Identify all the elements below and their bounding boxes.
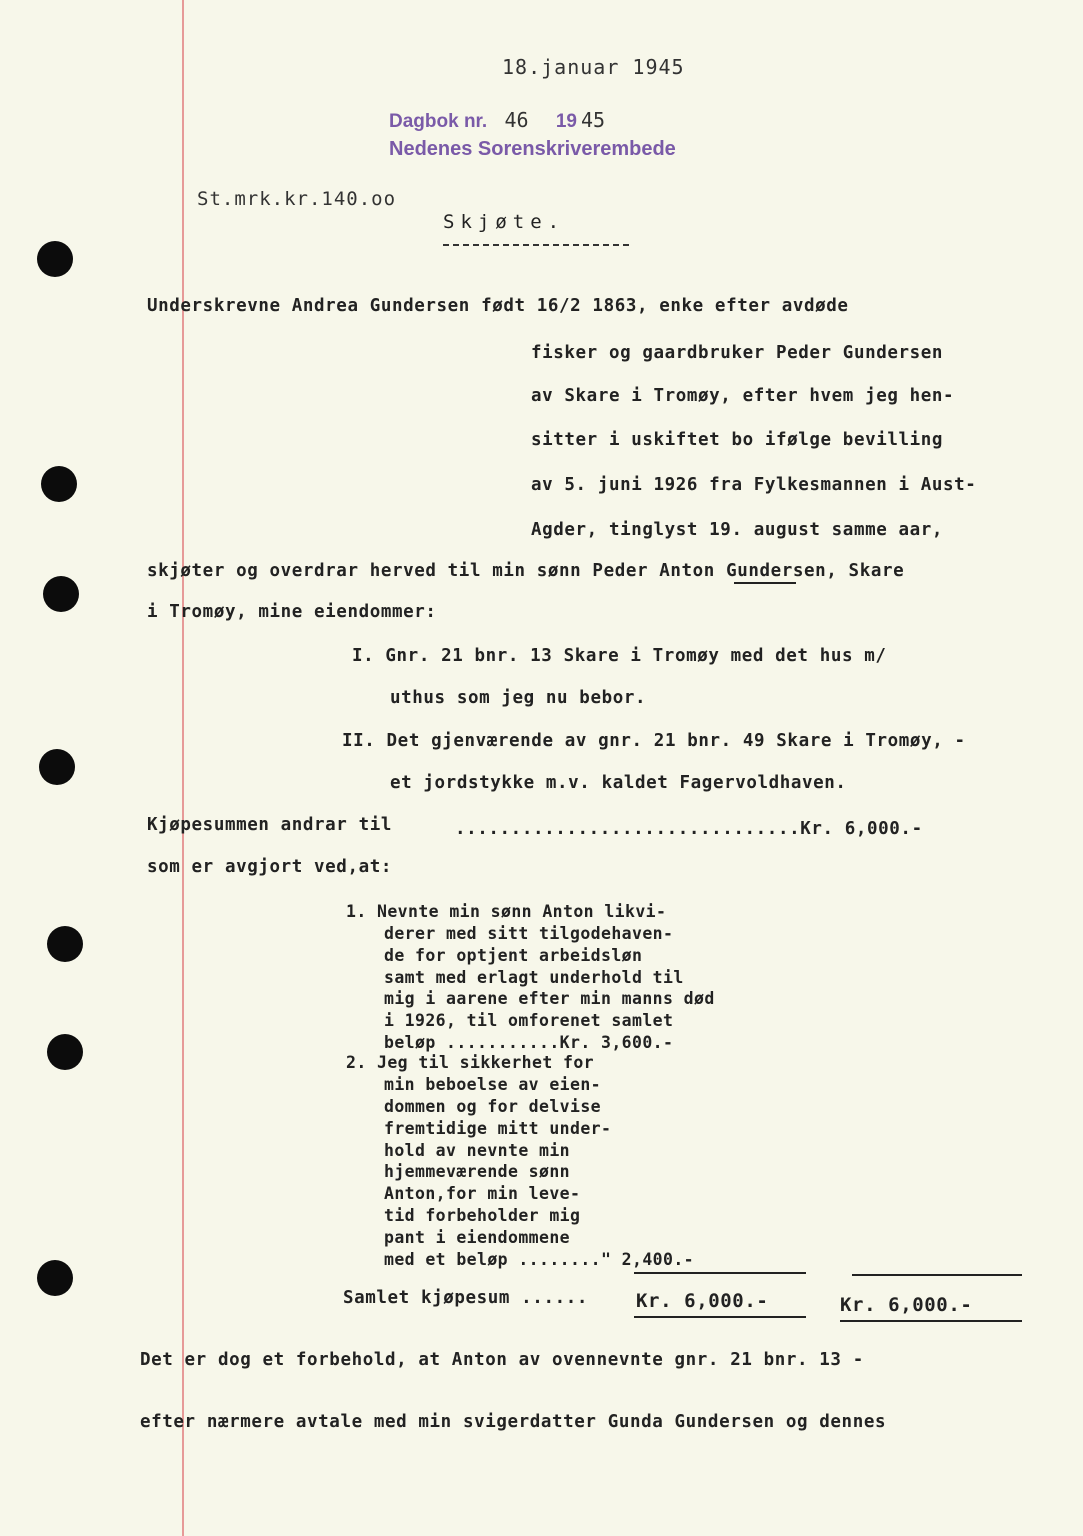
payment-item-line: i 1926, til omforenet samlet	[384, 1011, 674, 1030]
payment-item-line: min beboelse av eien-	[384, 1075, 602, 1094]
punch-hole	[47, 926, 83, 962]
payment-item-line: tid forbeholder mig	[384, 1206, 581, 1225]
subtotal-rule	[852, 1274, 1022, 1276]
property-item: II. Det gjenværende av gnr. 21 bnr. 49 Skare i Tromøy, -	[342, 731, 966, 751]
punch-hole	[41, 466, 77, 502]
payment-item-line: dommen og for delvise	[384, 1097, 602, 1116]
payment-item-line: pant i eiendommene	[384, 1228, 571, 1247]
payment-item-line: de for optjent arbeidsløn	[384, 946, 643, 965]
stamp-year-suffix: 45	[580, 108, 606, 132]
payment-item-line: fremtidige mitt under-	[384, 1119, 612, 1138]
stamp-duty: St.mrk.kr.140.oo	[197, 188, 397, 210]
punch-hole	[43, 576, 79, 612]
payment-item-line: samt med erlagt underhold til	[384, 968, 684, 987]
body-line: av Skare i Tromøy, efter hvem jeg hen-	[531, 386, 955, 406]
journal-stamp	[389, 108, 605, 133]
property-item: et jordstykke m.v. kaldet Fagervoldhaven.	[390, 773, 847, 793]
body-line: som er avgjort ved,at:	[147, 857, 392, 877]
margin-rule	[182, 0, 184, 1536]
payment-item-line: 2. Jeg til sikkerhet for	[346, 1053, 595, 1072]
punch-hole	[39, 749, 75, 785]
body-line: Agder, tinglyst 19. august samme aar,	[531, 520, 944, 540]
payment-item-line: 1. Nevnte min sønn Anton likvi-	[346, 902, 667, 921]
title-underline	[443, 244, 629, 246]
stamp-number: 46	[504, 108, 529, 132]
property-item: uthus som jeg nu bebor.	[390, 688, 647, 708]
body-line: sitter i uskiftet bo ifølge bevilling	[531, 430, 944, 450]
payment-item-line: mig i aarene efter min manns død	[384, 989, 715, 1008]
total-label: Samlet kjøpesum ......	[343, 1288, 588, 1308]
total-rule	[634, 1316, 806, 1318]
document-title: Skjøte.	[443, 211, 566, 233]
punch-hole	[47, 1034, 83, 1070]
closing-line: Det er dog et forbehold, at Anton av ovennevnte gnr. 21 bnr. 13 -	[140, 1350, 864, 1370]
subtotal-rule	[634, 1272, 806, 1274]
total-value: Kr. 6,000.-	[840, 1294, 973, 1316]
body-line: Underskrevne Andrea Gundersen født 16/2 1863, enke efter avdøde	[147, 296, 849, 316]
payment-item-line: beløp ...........Kr. 3,600.-	[384, 1033, 674, 1052]
total-value: Kr. 6,000.-	[636, 1290, 769, 1312]
closing-line: efter nærmere avtale med min svigerdatter Gunda Gundersen og dennes	[140, 1412, 887, 1432]
body-line: skjøter og overdrar herved til min sønn Peder Anton Gundersen, Skare	[147, 561, 905, 581]
total-rule	[840, 1320, 1022, 1322]
payment-item-line: med et beløp ........" 2,400.-	[384, 1250, 695, 1269]
body-line: i Tromøy, mine eiendommer:	[147, 602, 437, 622]
payment-item-line: hold av nevnte min	[384, 1141, 571, 1160]
purchase-sum-label: Kjøpesummen andrar til	[147, 815, 392, 835]
payment-item-line: hjemmeværende sønn	[384, 1162, 571, 1181]
stamp-label: Dagbok nr.	[389, 111, 488, 132]
document-date: 18.januar 1945	[502, 55, 685, 79]
punch-hole	[37, 1260, 73, 1296]
payment-item-line: derer med sitt tilgodehaven-	[384, 924, 674, 943]
stamp-office: Nedenes Sorenskriverembede	[389, 138, 676, 160]
stamp-year-prefix: 19	[555, 111, 577, 132]
punch-hole	[37, 241, 73, 277]
name-underline	[734, 582, 796, 584]
purchase-sum-amount: ...............................Kr. 6,000.-	[455, 819, 923, 839]
payment-item-line: Anton,for min leve-	[384, 1184, 581, 1203]
property-item: I. Gnr. 21 bnr. 13 Skare i Tromøy med det hus m/	[352, 646, 887, 666]
body-line: av 5. juni 1926 fra Fylkesmannen i Aust-	[531, 475, 977, 495]
body-line: fisker og gaardbruker Peder Gundersen	[531, 343, 944, 363]
